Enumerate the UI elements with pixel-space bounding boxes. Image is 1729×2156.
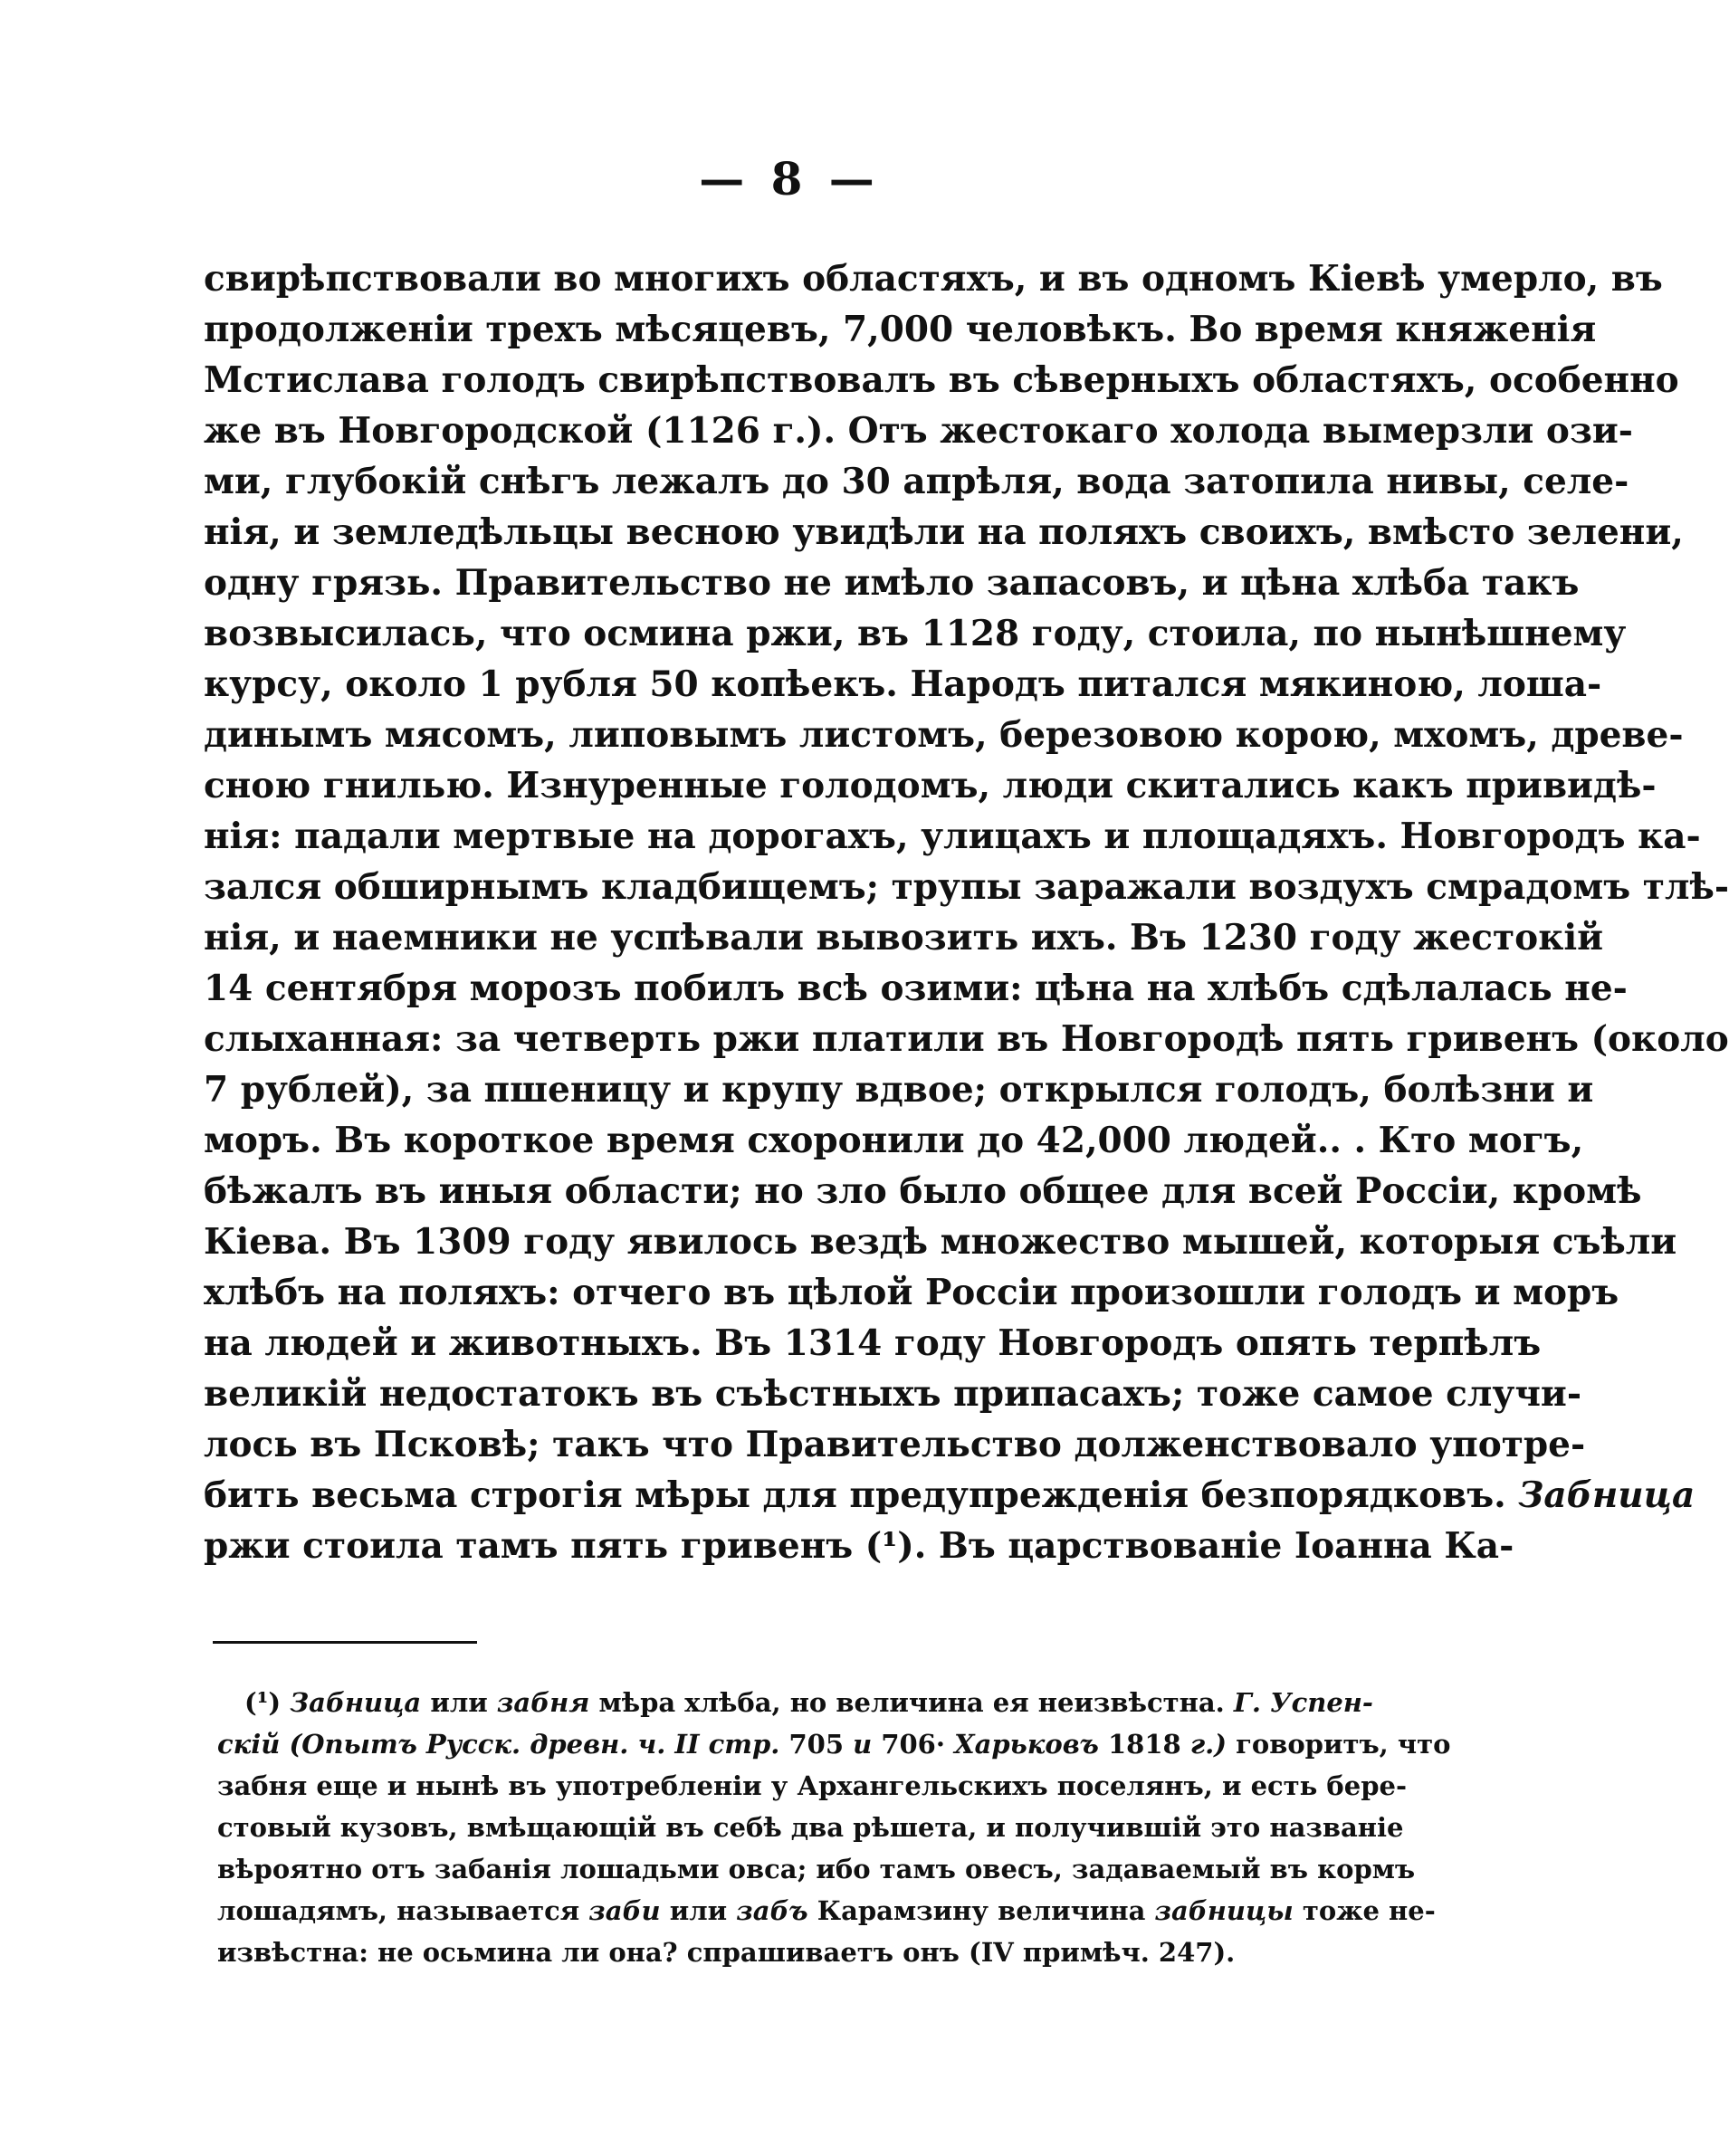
text-line: нія, и земледѣльцы весною увидѣли на поляхъ своихъ, вмѣсто зелени, <box>204 511 1684 553</box>
italic-term: Харьковъ <box>954 1729 1099 1760</box>
italic-term: скій (Опытъ Русск. древн. ч. II стр. <box>217 1729 780 1760</box>
text-segment: 706· <box>881 1729 945 1760</box>
text-segment: тоже не- <box>1302 1895 1436 1926</box>
text-line: одну грязь. Правительство не имѣло запасовъ, и цѣна хлѣба такъ <box>204 562 1580 604</box>
text-segment: 705 <box>788 1729 845 1760</box>
text-line: ми, глубокій снѣгъ лежалъ до 30 апрѣля, вода затопила нивы, селе- <box>204 461 1629 502</box>
italic-term: Г. Успен- <box>1233 1687 1373 1718</box>
text-line: лось въ Псковѣ; такъ что Правительство долженствовало употре- <box>204 1424 1586 1465</box>
text-line: нія, и наемники не успѣвали вывозить ихъ. Въ 1230 году жестокій <box>204 917 1604 959</box>
footnote-line <box>217 1682 1373 1723</box>
footnote <box>217 1682 1451 1973</box>
text-segment: бить весьма строгія мѣры для предупрежденія безпорядковъ. <box>204 1474 1506 1516</box>
footnote-line: забня еще и нынѣ въ употребленіи у Архангельскихъ поселянъ, и есть бере- <box>217 1770 1407 1801</box>
footnote-line <box>217 1890 1436 1932</box>
text-line: сною гнилью. Изнуренные голодомъ, люди скитались какъ привидѣ- <box>204 765 1657 806</box>
text-segment: мѣра хлѣба, но величина ея неизвѣстна. <box>598 1687 1225 1718</box>
text-segment: или <box>430 1687 488 1718</box>
italic-term: забня <box>496 1687 590 1718</box>
footnote-marker: (¹) <box>244 1687 282 1718</box>
text-line: динымъ мясомъ, липовымъ листомъ, березовою корою, мхомъ, древе- <box>204 714 1684 756</box>
text-line: слыханная: за четверть ржи платили въ Новгородѣ пять гривенъ (около <box>204 1018 1729 1060</box>
text-line: 14 сентября морозъ побилъ всѣ озими: цѣна на хлѣбъ сдѣлалась не- <box>204 968 1628 1009</box>
text-line: ржи стоила тамъ пять гривенъ (¹). Въ царствованіе Іоанна Ка- <box>204 1525 1514 1567</box>
text-line: хлѣбъ на поляхъ: отчего въ цѣлой Россіи произошли голодъ и моръ <box>204 1272 1619 1313</box>
text-line: зался обширнымъ кладбищемъ; трупы заражали воздухъ смрадомъ тлѣ- <box>204 866 1729 908</box>
footnote-line: стовый кузовъ, вмѣщающій въ себѣ два рѣшета, и получившій это названіе <box>217 1812 1404 1843</box>
text-line: свирѣпствовали во многихъ областяхъ, и въ одномъ Кіевѣ умерло, въ <box>204 258 1663 300</box>
italic-term: Забница <box>290 1687 422 1718</box>
text-line <box>204 1470 1696 1521</box>
footnote-line: вѣроятно отъ забанія лошадьми овса; ибо тамъ овесъ, задаваемый въ кормъ <box>217 1854 1416 1884</box>
italic-term: забъ <box>736 1895 808 1926</box>
text-line: бѣжалъ въ иныя области; но зло было общее для всей Россіи, кромѣ <box>204 1170 1642 1212</box>
footnote-line: извѣстна: не осьмина ли она? спрашиваетъ онъ (IV примѣч. 247). <box>217 1937 1236 1968</box>
text-segment: 1818 <box>1108 1729 1181 1760</box>
text-line: Мстислава голодъ свирѣпствовалъ въ сѣверныхъ областяхъ, особенно <box>204 359 1679 401</box>
main-text <box>204 253 1729 1571</box>
footnote-divider <box>213 1641 477 1644</box>
italic-term: и <box>853 1729 873 1760</box>
text-segment: Карамзину величина <box>817 1895 1146 1926</box>
text-line: на людей и животныхъ. Въ 1314 году Новгородъ опять терпѣлъ <box>204 1322 1542 1364</box>
italic-term: г.) <box>1189 1729 1227 1760</box>
text-line: 7 рублей), за пшеницу и крупу вдвое; открылся голодъ, болѣзни и <box>204 1069 1594 1111</box>
text-line: продолженіи трехъ мѣсяцевъ, 7,000 человѣкъ. Во время княженія <box>204 309 1597 350</box>
text-line: же въ Новгородской (1126 г.). Отъ жестокаго холода вымерзли ози- <box>204 410 1633 452</box>
text-line: великій недостатокъ въ съѣстныхъ припасахъ; тоже самое случи- <box>204 1373 1582 1415</box>
footnote-line <box>217 1723 1451 1765</box>
text-line: Кіева. Въ 1309 году явилось вездѣ множество мышей, которыя съѣли <box>204 1221 1677 1263</box>
text-line: курсу, около 1 рубля 50 копѣекъ. Народъ питался мякиною, лоша- <box>204 663 1602 705</box>
text-line: возвысилась, что осмина ржи, въ 1128 году, стоила, по нынѣшнему <box>204 613 1627 654</box>
italic-term: забницы <box>1154 1895 1294 1926</box>
text-segment: или <box>669 1895 728 1926</box>
page-number: — 8 — <box>699 152 880 205</box>
italic-term: Забница <box>1518 1474 1696 1516</box>
text-segment: лошадямъ, называется <box>217 1895 580 1926</box>
text-line: моръ. Въ короткое время схоронили до 42,000 людей.. . Кто могъ, <box>204 1120 1584 1161</box>
text-segment: говоритъ, что <box>1236 1729 1451 1760</box>
italic-term: заби <box>588 1895 661 1926</box>
text-line: нія: падали мертвые на дорогахъ, улицахъ и площадяхъ. Новгородъ ка- <box>204 816 1701 857</box>
